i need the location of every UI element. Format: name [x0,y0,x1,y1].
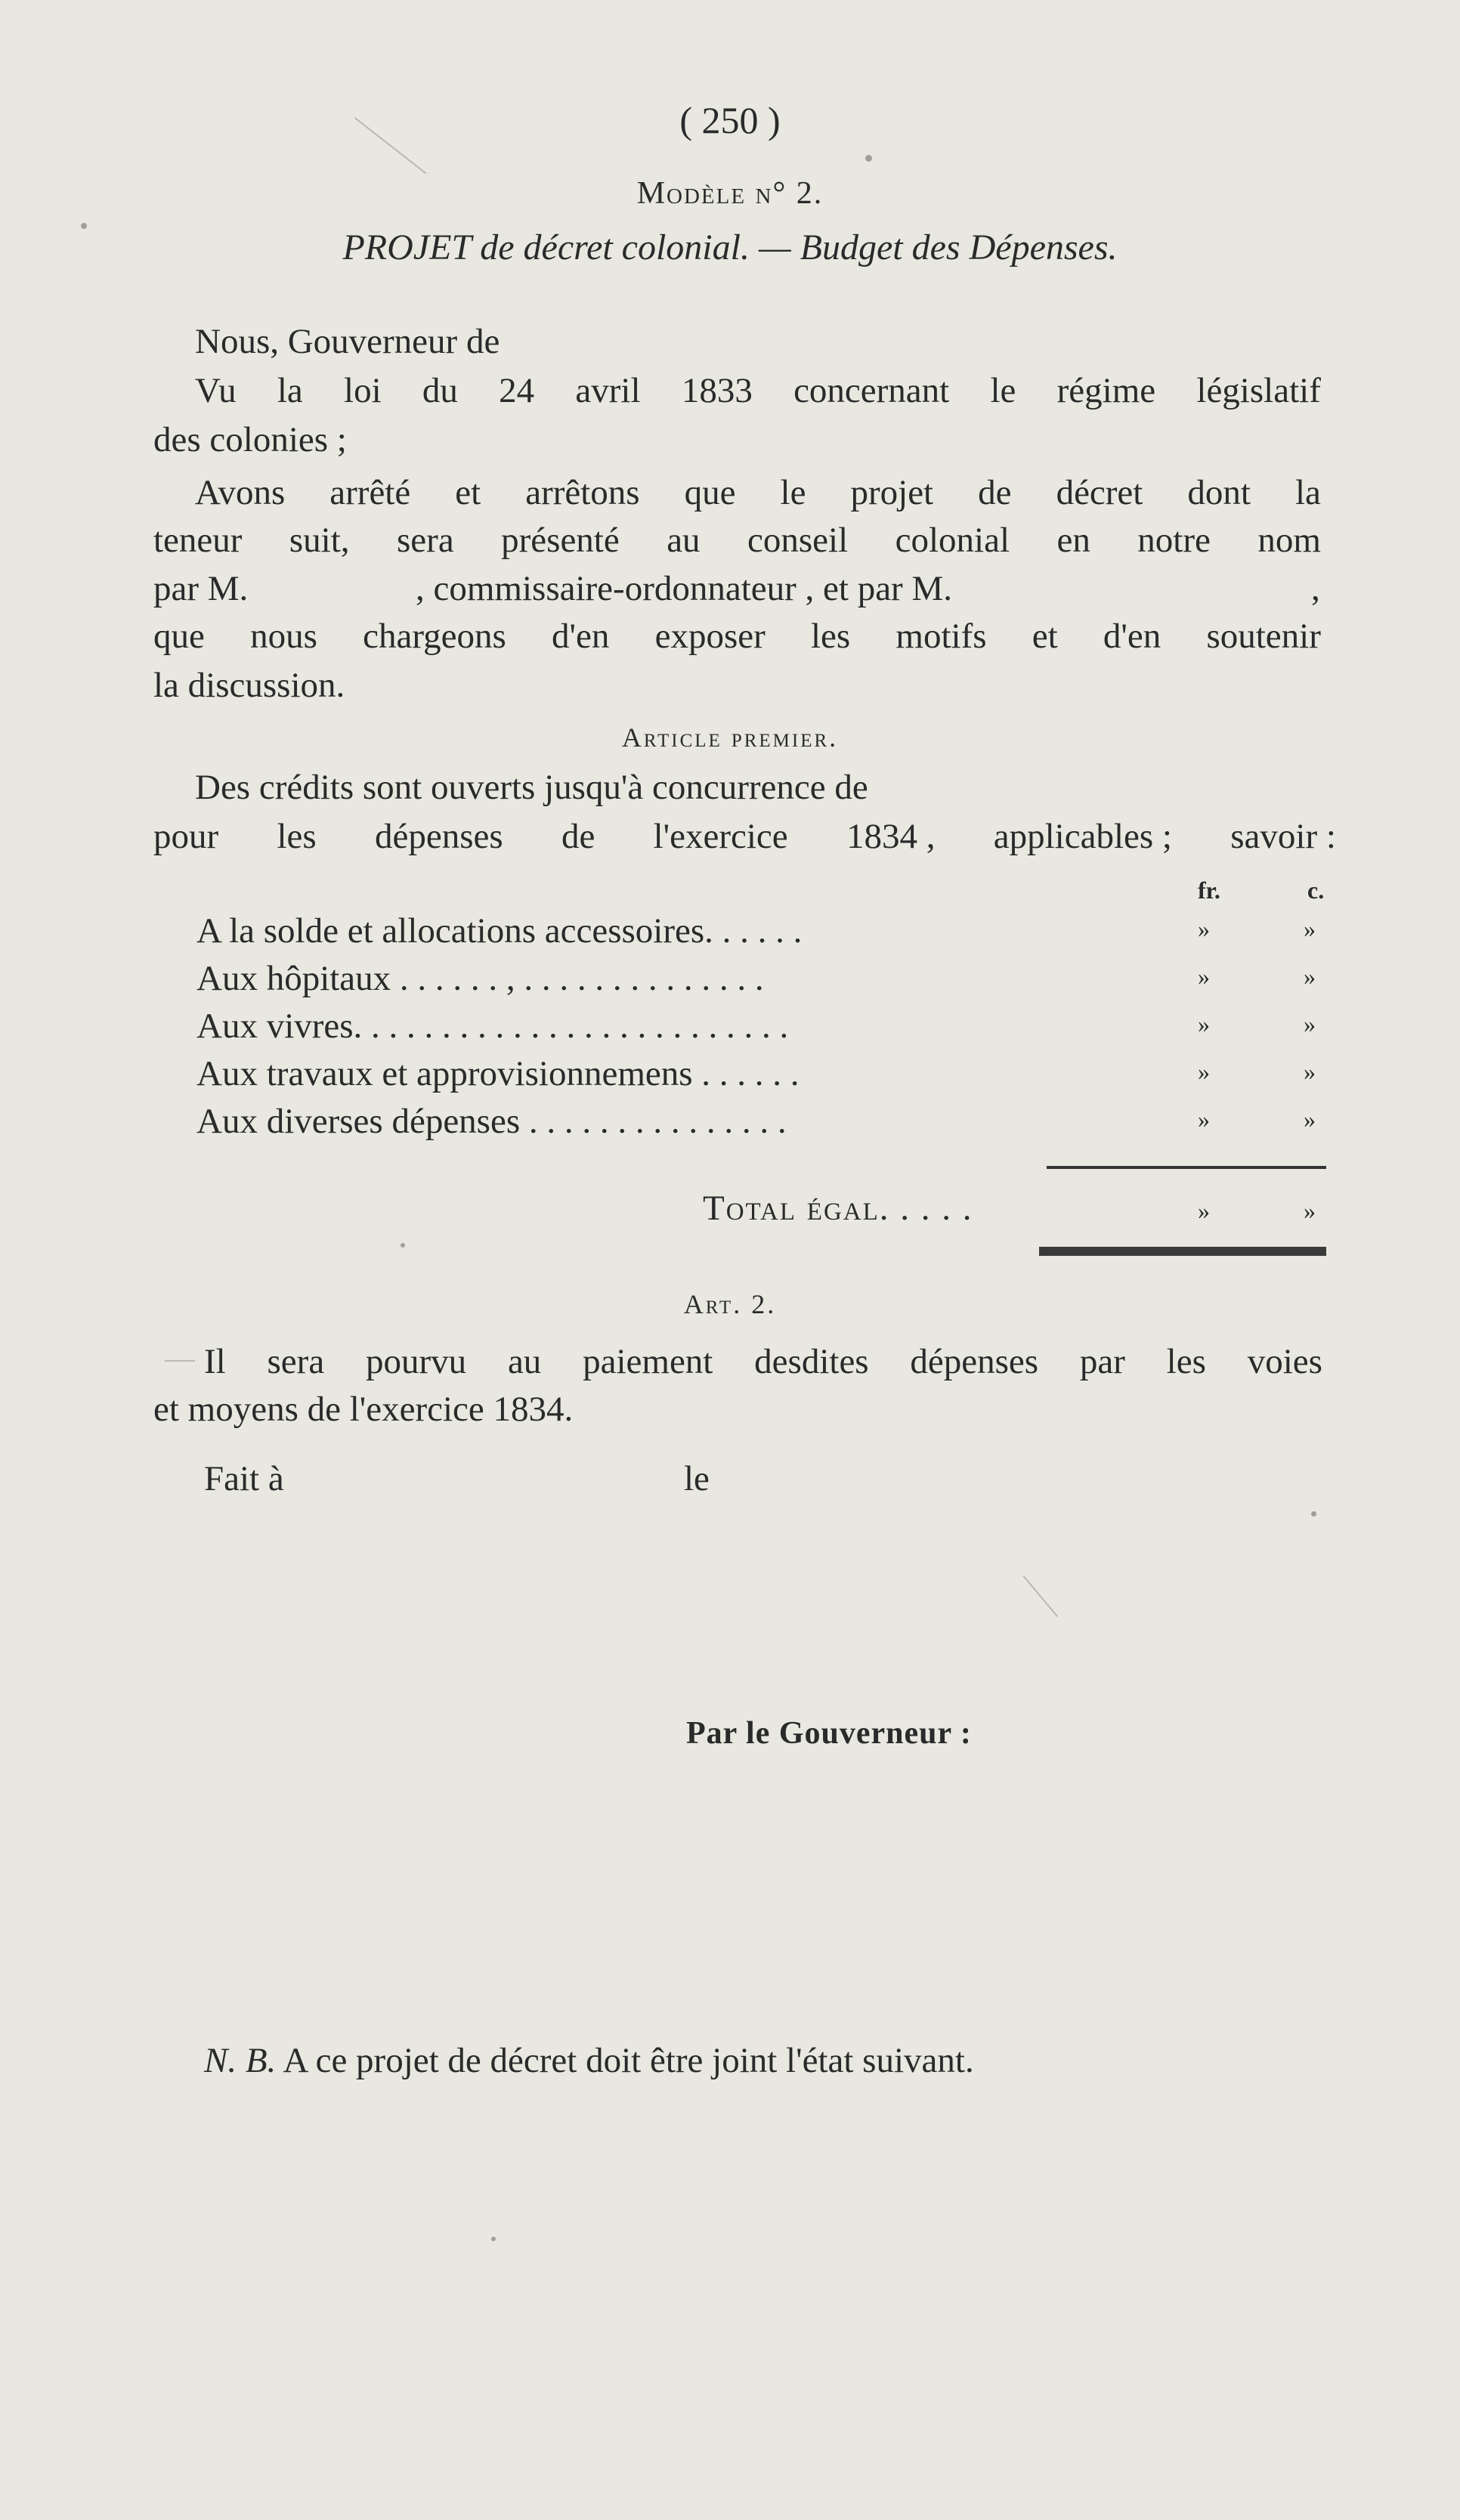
page-number: ( 250 ) [679,99,781,141]
intro-line-governor: Nous, Gouverneur de [195,322,500,361]
total-rule-top [1047,1166,1326,1169]
word: pourvu [365,1342,467,1381]
paper-crease-mark [165,1360,195,1362]
word: d'en [552,617,610,656]
word: Il [204,1342,226,1381]
word: projet [850,473,934,512]
budget-row [196,1006,1330,1051]
model-label: Modèle n° 2. [636,176,824,211]
word: les [810,617,851,656]
word: exposer [654,617,766,656]
budget-row [196,958,1330,1003]
by-governor: Par le Gouverneur : [686,1716,972,1751]
word: Avons [195,473,286,512]
budget-row-label: A la solde et allocations accessoires. . . . . . [196,911,803,951]
word: 1833 [681,371,753,410]
intro-decree-line-4 [153,616,1321,657]
article-1-heading: Article premier. [621,722,839,753]
word: législatif [1196,371,1321,410]
currency-header-c: c. [1307,877,1325,904]
word: du [422,371,458,410]
intro-decree-line-2 [153,520,1321,561]
paper-speck [491,2237,496,2241]
budget-row-c: » [1304,915,1316,942]
word: la [277,371,303,410]
intro-decree-line-1 [195,472,1321,513]
budget-row-label: Aux hôpitaux . . . . . . , . . . . . . . . . . . . . . [196,959,764,998]
article-2-line-2: et moyens de l'exercice 1834. [153,1390,574,1429]
paper-crease-mark [1022,1575,1058,1617]
article-1-line-2 [153,816,1336,857]
article-2-heading: Art. 2. [683,1289,777,1319]
budget-row-c: » [1304,963,1316,990]
intro-decree-line-3a: par M. [153,569,249,608]
word: dont [1187,473,1251,512]
word: et [1032,617,1058,656]
article-2-line-1 [204,1341,1322,1382]
word: au [507,1342,542,1381]
total-c: » [1304,1197,1316,1224]
paper-speck [401,1243,405,1248]
word: sera [267,1342,325,1381]
paper-speck [81,223,87,229]
word: que [153,617,205,656]
budget-row [196,1053,1330,1099]
word: Vu [195,371,237,410]
word: la [1295,473,1321,512]
word: arrêté [329,473,411,512]
word: l'exercice [653,817,788,856]
article-1-line-1: Des crédits sont ouverts jusqu'à concurrence de [195,768,868,807]
word: teneur [153,521,243,560]
word: notre [1137,521,1211,560]
word: en [1056,521,1090,560]
budget-row-fr: » [1198,915,1210,942]
word: sera [397,521,454,560]
word: de [978,473,1012,512]
budget-row-c: » [1304,1010,1316,1037]
word: que [684,473,736,512]
paper-speck [865,155,872,162]
budget-row-fr: » [1198,1058,1210,1085]
word: d'en [1103,617,1162,656]
nota-bene [204,2040,974,2081]
intro-law-line-end: des colonies ; [153,420,347,459]
word: savoir : [1230,817,1336,856]
word: de [561,817,595,856]
word: dépenses [910,1342,1039,1381]
budget-row-label: Aux travaux et approvisionnemens . . . . . . [196,1054,800,1093]
word: par [1079,1342,1125,1381]
intro-law-line [195,370,1321,411]
word: chargeons [363,617,506,656]
intro-decree-line-5: la discussion. [153,666,345,705]
budget-row-fr: » [1198,963,1210,990]
word: pour [153,817,219,856]
budget-row-c: » [1304,1105,1316,1133]
word: nom [1257,521,1321,560]
word: présenté [501,521,620,560]
intro-decree-line-3c: , [1311,569,1320,608]
currency-header-fr: fr. [1198,877,1220,904]
budget-row-label: Aux diverses dépenses . . . . . . . . . . . . . . . [196,1102,787,1141]
word: les [277,817,317,856]
budget-row-fr: » [1198,1010,1210,1037]
budget-row-label: Aux vivres. . . . . . . . . . . . . . . . . . . . . . . . . [196,1006,789,1046]
intro-decree-line-3b: , commissaire-ordonnateur , et par M. [416,569,953,608]
nota-bene-prefix: N. B. [204,2041,277,2080]
total-label: Total égal. . . . . [703,1189,973,1228]
word: au [667,521,701,560]
budget-row-fr: » [1198,1105,1210,1133]
nota-bene-text: A ce projet de décret doit être joint l'état suivant. [283,2041,974,2080]
word: avril [575,371,641,410]
word: concernant [793,371,950,410]
word: 1834 , [846,817,936,856]
word: voies [1247,1342,1322,1381]
total-rule-bottom [1039,1247,1326,1256]
total-fr: » [1198,1197,1210,1224]
word: le [990,371,1016,410]
budget-row-c: » [1304,1058,1316,1085]
word: les [1166,1342,1206,1381]
word: le [780,473,806,512]
word: suit, [289,521,350,560]
budget-row [196,911,1330,956]
word: soutenir [1206,617,1321,656]
paper-speck [1311,1511,1316,1517]
done-at: Fait à [204,1459,284,1498]
word: 24 [499,371,535,410]
word: arrêtons [525,473,640,512]
budget-row [196,1101,1330,1146]
word: nous [250,617,317,656]
word: colonial [895,521,1010,560]
word: dépenses [374,817,503,856]
word: motifs [895,617,987,656]
document-title: PROJET de décret colonial. — Budget des Dépenses. [342,227,1118,267]
word: et [455,473,481,512]
date-le: le [684,1459,710,1498]
word: desdites [754,1342,869,1381]
word: applicables ; [993,817,1172,856]
word: régime [1056,371,1156,410]
word: paiement [583,1342,713,1381]
word: conseil [747,521,849,560]
word: loi [344,371,382,410]
word: décret [1056,473,1143,512]
